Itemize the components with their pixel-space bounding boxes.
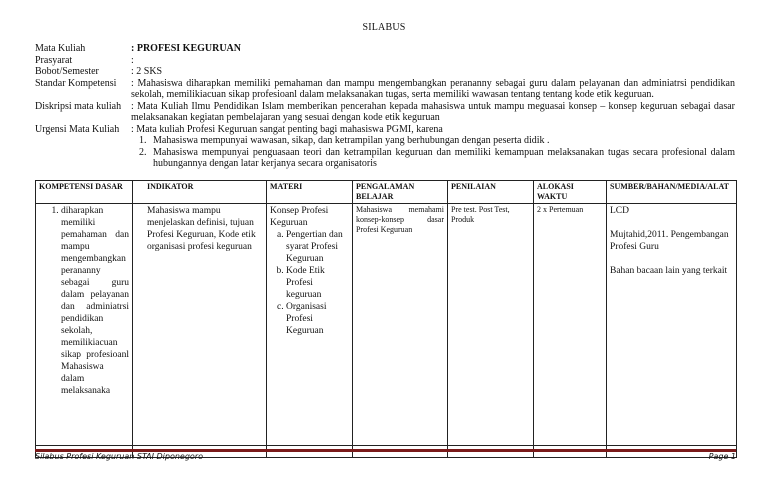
cell-indikator: Mahasiswa mampu menjelaskan definisi, tujuan Profesi Keguruan, Kode etik organisasi profesi keguruan	[133, 204, 267, 458]
deskripsi-label: Diskripsi mata kuliah	[35, 100, 122, 112]
bobot-value: : 2 SKS	[131, 66, 163, 77]
page-footer	[35, 452, 736, 461]
table-row	[36, 204, 737, 458]
mata-kuliah-value: : PROFESI KEGURUAN	[131, 43, 242, 54]
header-penilaian: PENILAIAN	[448, 181, 534, 204]
header-kompetensi: KOMPETENSI DASAR	[36, 181, 133, 204]
sumber-item: Mujtahid,2011. Pengembangan Profesi Guru	[610, 230, 729, 252]
header-pengalaman: PENGALAMAN BELAJAR	[353, 181, 448, 204]
materi-item: b. Kode Etik Profesi keguruan	[286, 265, 349, 301]
syllabus-table	[35, 180, 737, 458]
urgensi-item: 1. Mahasiswa mempunyai wawasan, sikap, dan ketrampilan yang berhubungan dengan peserta didik .	[139, 135, 550, 146]
meta-row-bobot	[35, 66, 735, 78]
meta-row-prasyarat	[35, 55, 735, 67]
meta-row-deskripsi	[35, 101, 735, 124]
header-sumber: SUMBER/BAHAN/MEDIA/ALAT	[607, 181, 737, 204]
document-title: SILABUS	[362, 22, 406, 33]
materi-item: c. Organisasi Profesi Keguruan	[286, 301, 349, 337]
header-indikator: INDIKATOR	[133, 181, 267, 204]
page-number: Page 1	[708, 452, 736, 461]
header-alokasi: ALOKASI WAKTU	[534, 181, 607, 204]
prasyarat-label: Prasyarat	[35, 54, 73, 66]
urgensi-label: Urgensi Mata Kuliah	[35, 123, 120, 135]
standar-label: Standar Kompetensi	[35, 77, 117, 89]
cell-pengalaman: Mahasiswa memahami konsep-konsep dasar Profesi Keguruan	[353, 204, 448, 458]
cell-penilaian: Pre test. Post Test, Produk	[448, 204, 534, 458]
cell-sumber	[607, 204, 737, 458]
cell-kompetensi	[36, 204, 133, 458]
cell-alokasi: 2 x Pertemuan	[534, 204, 607, 458]
urgensi-item: 2. Mahasiswa mempunyai penguasaan teori dan ketrampilan keguruan dan memiliki kemampuan melaksanakan tugas secara profesional dalam hubungannya dengan latar kerjanya secara organisatoris	[139, 146, 735, 169]
table-header-row	[36, 181, 737, 204]
meta-row-mata-kuliah	[35, 43, 735, 55]
cell-materi	[267, 204, 353, 458]
course-meta	[35, 43, 735, 170]
deskripsi-value: : Mata Kuliah Ilmu Pendidikan Islam memberikan pencerahan kepada mahasiswa untuk mampu meguasai konsep – konsep keguruan sebagai dasar melaksanakan kegiatan pembelajaran yang sesuai dengan kode etik keguruan	[131, 100, 735, 123]
meta-row-urgensi	[35, 124, 735, 136]
materi-title: Konsep Profesi Keguruan	[270, 206, 329, 228]
bobot-label: Bobot/Semester	[35, 66, 99, 77]
urgensi-list	[139, 135, 735, 170]
sumber-item: Bahan bacaan lain yang terkait	[610, 266, 728, 276]
mata-kuliah-label: Mata Kuliah	[35, 43, 86, 54]
sumber-item: LCD	[610, 206, 629, 216]
materi-item: a. Pengertian dan syarat Profesi Keguruan	[286, 229, 349, 265]
prasyarat-value: :	[131, 54, 134, 66]
footer-left: Silabus Profesi Keguruan STAI Diponegoro	[35, 452, 203, 461]
urgensi-value: : Mata kuliah Profesi Keguruan sangat penting bagi mahasiswa PGMI, karena	[131, 123, 443, 135]
footer-divider	[35, 445, 736, 446]
kompetensi-item: 1. diharapkan memiliki pemahaman dan mampu mengembangkan perananny sebagai guru dalam pelayanan dan adminiatrsi pendidikan sekolah, memilikiacuan sikap profesioanl Mahasiswa dalam melaksanaka	[61, 205, 129, 397]
meta-row-standar	[35, 78, 735, 101]
header-materi: MATERI	[267, 181, 353, 204]
standar-value: : Mahasiswa diharapkan memiliki pemahaman dan mampu mengembangkan perananny sebagai guru dalam pelayanan dan adminiatrsi pendidikan sekolah, memilikiacuan sikap profesioanl dalam melaksanakan tugas, serta memiliki wawasan tentang tentang kode etik keguruan.	[131, 77, 735, 100]
